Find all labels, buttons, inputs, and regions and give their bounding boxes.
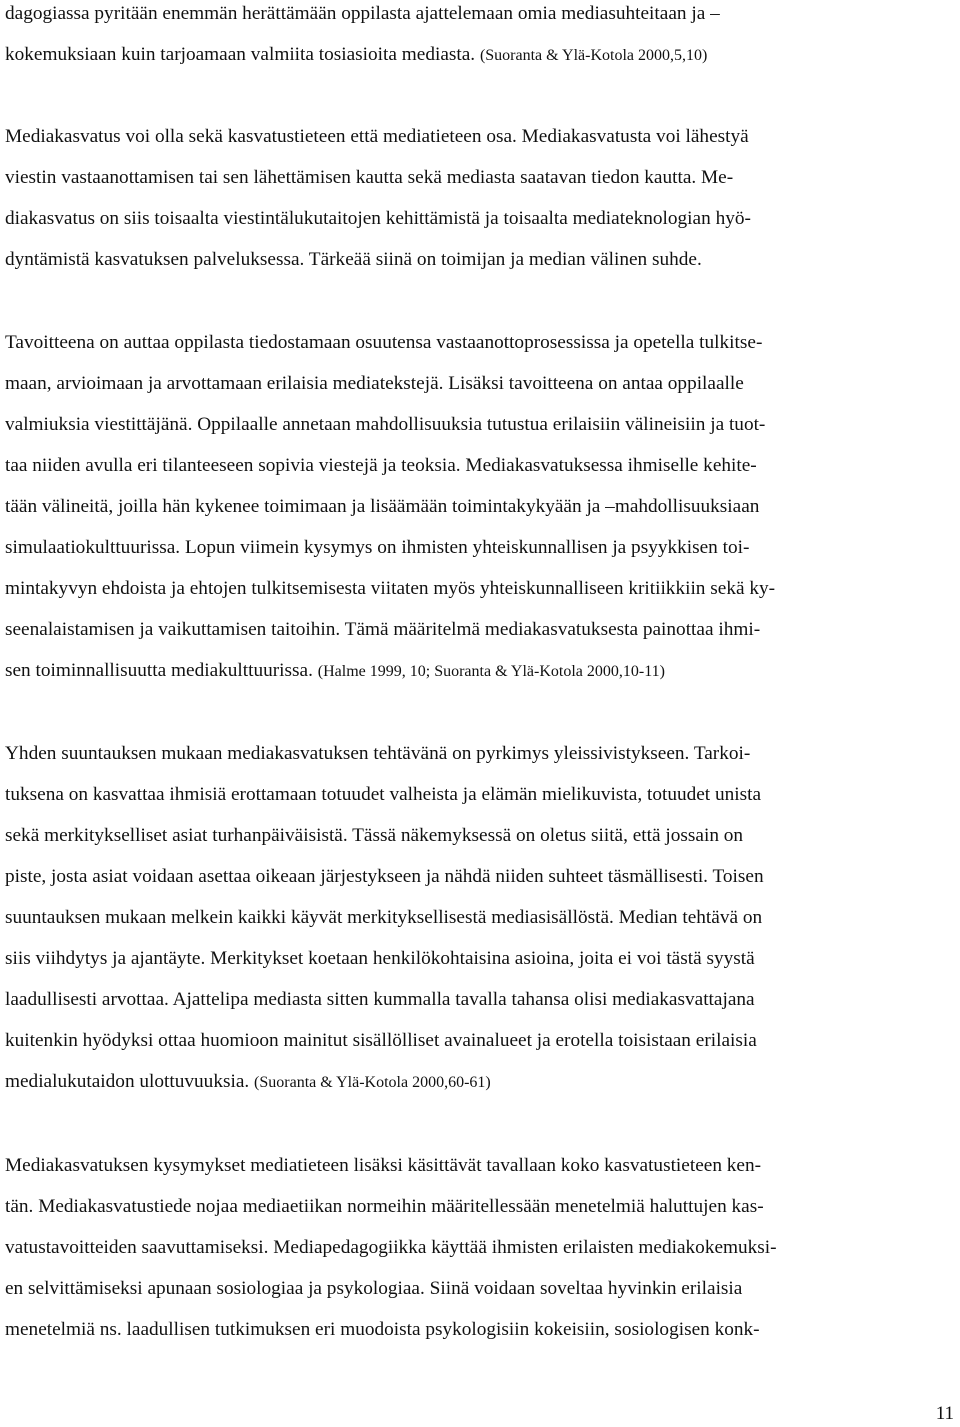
line-text: dyntämistä kasvatuksen palveluksessa. Tärkeää siinä on toimijan ja median välinen suhde. — [5, 249, 702, 270]
line-text: siis viihdytys ja ajantäyte. Merkitykset koetaan henkilökohtaisina asioina, joita ei voi tästä syystä — [5, 948, 755, 969]
line-text: maan, arvioimaan ja arvottamaan erilaisia mediatekstejä. Lisäksi tavoitteena on antaa oppilaalle — [5, 373, 744, 394]
line-text: valmiuksia viestittäjänä. Oppilaalle annetaan mahdollisuuksia tutustua erilaisiin välineisiin ja tuot- — [5, 414, 766, 435]
text-line — [5, 1195, 764, 1219]
line-text: menetelmiä ns. laadullisen tutkimuksen eri muodoista psykologisiin kokeisiin, sosiologisen konk- — [5, 1319, 760, 1340]
text-line — [5, 207, 751, 231]
line-text: piste, josta asiat voidaan asettaa oikeaan järjestykseen ja nähdä niiden suhteet täsmällisesti. Toisen — [5, 866, 764, 887]
line-text: viestin vastaanottamisen tai sen lähettämisen kautta sekä mediasta saatavan tiedon kautta. Me- — [5, 167, 734, 188]
text-line — [5, 125, 749, 149]
text-line — [5, 43, 707, 68]
text-line — [5, 2, 720, 26]
text-line — [5, 372, 744, 396]
text-line — [5, 1236, 777, 1260]
citation: (Suoranta & Ylä-Kotola 2000,5,10) — [479, 47, 708, 64]
line-text: dagogiassa pyritään enemmän herättämään oppilasta ajattelemaan omia mediasuhteitaan ja – — [5, 3, 720, 24]
line-text: vatustavoitteiden saavuttamiseksi. Mediapedagogiikka käyttää ihmisten erilaisten mediakokemuksi- — [5, 1237, 777, 1258]
text-line — [5, 1029, 757, 1053]
text-line — [5, 783, 761, 807]
line-text: diakasvatus on siis toisaalta viestintälukutaitojen kehittämistä ja toisaalta mediateknologian hyö- — [5, 208, 751, 229]
text-line — [5, 248, 702, 272]
line-text: seenalaistamisen ja vaikuttamisen taitoihin. Tämä määritelmä mediakasvatuksesta painottaa ihmi- — [5, 619, 761, 640]
text-line — [5, 618, 760, 642]
line-text: kuitenkin hyödyksi ottaa huomioon mainitut sisällölliset avainalueet ja erotella toisistaan erilaisia — [5, 1030, 757, 1051]
line-text: suuntauksen mukaan melkein kaikki käyvät merkityksellisestä mediasisällöstä. Median tehtävä on — [5, 907, 763, 928]
line-text: simulaatiokulttuurissa. Lopun viimein kysymys on ihmisten yhteiskunnallisen ja psyykkisen toi- — [5, 537, 750, 558]
line-text: Mediakasvatuksen kysymykset mediatieteen lisäksi käsittävät tavallaan koko kasvatustieteen ken- — [5, 1155, 762, 1176]
text-line — [5, 413, 765, 437]
line-text: Tavoitteena on auttaa oppilasta tiedostamaan osuutensa vastaanottoprosessissa ja opetella tulkitse- — [5, 332, 763, 353]
text-line — [5, 454, 757, 478]
text-line — [5, 824, 743, 848]
line-text: tään välineitä, joilla hän kykenee toimimaan ja lisäämään toimintakykyään ja –mahdollisuuksiaan — [5, 496, 760, 517]
text-line — [5, 865, 764, 889]
text-line — [5, 1277, 742, 1301]
line-text: sen toiminnallisuutta mediakulttuurissa. — [5, 660, 313, 681]
text-line — [5, 1318, 760, 1342]
text-line — [5, 536, 749, 560]
text-line — [5, 331, 762, 355]
line-text: mintakyvyn ehdoista ja ehtojen tulkitsemisesta viitaten myös yhteiskunnalliseen kritiikkiin sekä ky- — [5, 578, 776, 599]
line-text: tuksena on kasvattaa ihmisiä erottamaan totuudet valheista ja elämän mielikuvista, totuudet unista — [5, 784, 762, 805]
text-line — [5, 988, 755, 1012]
line-text: en selvittämiseksi apunaan sosiologiaa ja psykologiaa. Siinä voidaan soveltaa hyvinkin erilaisia — [5, 1278, 743, 1299]
citation: (Halme 1999, 10; Suoranta & Ylä-Kotola 2000,10-11) — [317, 663, 665, 680]
text-line — [5, 659, 665, 684]
page-number: 11 — [935, 1403, 954, 1424]
text-line — [5, 1070, 491, 1095]
line-text: taa niiden avulla eri tilanteeseen sopivia viestejä ja teoksia. Mediakasvatuksessa ihmiselle kehite- — [5, 455, 757, 476]
line-text: tän. Mediakasvatustiede nojaa mediaetiikan normeihin määritellessään menetelmiä haluttujen kas- — [5, 1196, 764, 1217]
line-text: Mediakasvatus voi olla sekä kasvatustieteen että mediatieteen osa. Mediakasvatusta voi lähestyä — [5, 126, 749, 147]
citation: (Suoranta & Ylä-Kotola 2000,60-61) — [254, 1074, 491, 1091]
text-line — [5, 577, 775, 601]
text-line — [5, 742, 750, 766]
text-line — [5, 906, 762, 930]
line-text: medialukutaidon ulottuvuuksia. — [5, 1071, 250, 1092]
text-line — [5, 1154, 761, 1178]
text-line — [5, 166, 733, 190]
line-text: Yhden suuntauksen mukaan mediakasvatuksen tehtävänä on pyrkimys yleissivistykseen. Tarkoi- — [5, 743, 751, 764]
line-text: sekä merkitykselliset asiat turhanpäiväisistä. Tässä näkemyksessä on oletus siitä, että jossain on — [5, 825, 744, 846]
line-text: kokemuksiaan kuin tarjoamaan valmiita tosiasioita mediasta. — [5, 44, 476, 65]
line-text: laadullisesti arvottaa. Ajattelipa mediasta sitten kummalla tavalla tahansa olisi mediakasvattajana — [5, 989, 755, 1010]
text-line — [5, 947, 755, 971]
text-line — [5, 495, 759, 519]
